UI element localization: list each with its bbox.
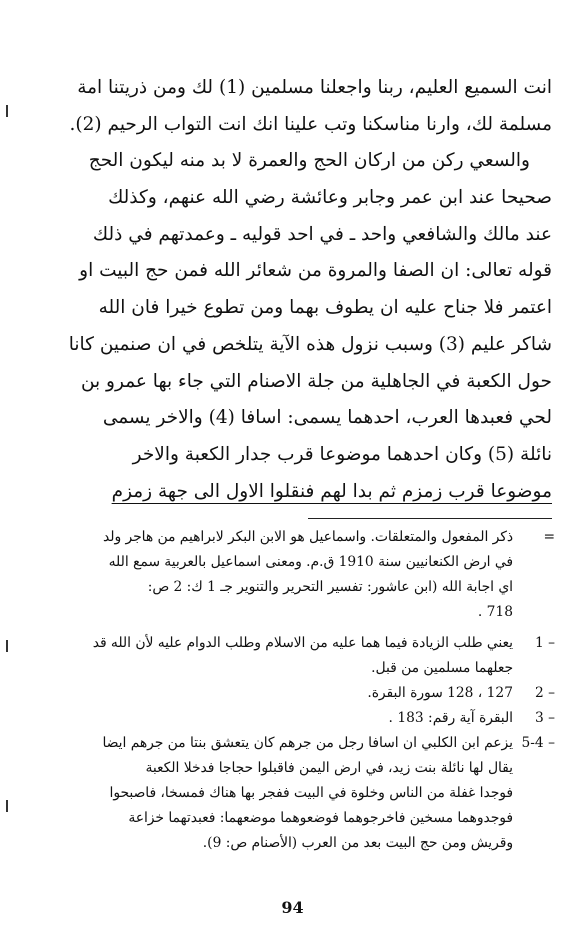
footnote-line: 1 – يعني طلب الزيادة فيما هما عليه من الاسلام وطلب الدوام عليه لأن الله قد	[40, 631, 555, 656]
text-line: نائلة (5) وكان احدهما موضوعا قرب جدار الكعبة والاخر	[132, 443, 552, 465]
footnote-mark: 1 –	[534, 635, 555, 651]
text-line: والسعي ركن من اركان الحج والعمرة لا بد منه ليكون الحج	[88, 150, 530, 172]
text-line: موضوعا قرب زمزم ثم بدا لهم فنقلوا الاول الى جهة زمزم	[111, 480, 552, 502]
footnote-line: اي اجابة الله (ابن عاشور: تفسير التحرير والتنوير جـ 1 ك: 2 ص:	[147, 579, 513, 595]
text-line: انت السميع العليم، ربنا واجعلنا مسلمين (1) لك ومن ذريتنا امة	[77, 77, 552, 98]
text-line: مسلمة لك، وارنا مناسكنا وتب علينا انك انت التواب الرحيم (2).	[69, 113, 552, 135]
footnote-line: فوجدوهما مسخين فاخرجوهما فوضعوهما موضعهما: فعبدتهما خزاعة	[128, 810, 513, 826]
footnote-mark: 5-4 –	[521, 735, 555, 751]
footnote-line: 718 .	[477, 604, 513, 620]
margin-mark	[6, 105, 8, 117]
footnotes	[40, 525, 555, 856]
footnote-line: في ارض الكنعانيين سنة 1910 ق.م. ومعنى اسماعيل بالعربية سمع الله	[108, 554, 513, 570]
footnote-line: فوجدا غفلة من الناس وخلوة في البيت ففجر بها هناك فمسخا، فاصبحوا	[109, 785, 513, 801]
text-line: عند مالك والشافعي واحد ـ في احد قوليه ـ وعمدتهم في ذلك	[92, 223, 552, 245]
text-line: شاكر عليم (3) وسبب نزول هذه الآية يتلخص في ان صنمين كانا	[68, 333, 552, 355]
main-text	[40, 70, 552, 510]
footnote-line: وقريش ومن حج البيت بعد من العرب (الأصنام ص: 9).	[202, 835, 513, 851]
footnote-mark: 3 –	[534, 710, 555, 726]
text-line: اعتمر فلا جناح عليه ان يطوف بهما ومن تطوع خيرا فان الله	[98, 297, 552, 319]
text-line: قوله تعالى: ان الصفا والمروة من شعائر الله فمن حج البيت او	[79, 260, 552, 282]
footnote-line: 2 – 127 ، 128 سورة البقرة.	[40, 681, 555, 706]
footnote-separator	[308, 518, 552, 519]
text-line: حول الكعبة في الجاهلية من جلة الاصنام التي جاء بها عمرو بن	[80, 370, 552, 392]
footnote-mark: =	[543, 529, 555, 545]
footnote-line: 5-4 – يزعم ابن الكلبي ان اسافا رجل من جرهم كان يتعشق بنتا من جرهم ايضا	[40, 731, 555, 756]
margin-mark	[6, 800, 8, 812]
margin-mark	[6, 640, 8, 652]
footnote-line: جعلهما مسلمين من قبل.	[371, 660, 513, 676]
footnote-line: يقال لها نائلة بنت زيد، في ارض اليمن فاقبلوا حجاجا فدخلا الكعبة	[145, 760, 513, 776]
footnote-line: = ذكر المفعول والمتعلقات. واسماعيل هو الابن البكر لابراهيم من هاجر ولد	[40, 525, 555, 550]
footnote-mark: 2 –	[534, 685, 555, 701]
text-line: لحي فعبدها العرب، احدهما يسمى: اسافا (4) والاخر يسمى	[102, 407, 552, 429]
page-number: 94	[281, 898, 304, 917]
text-line: صحيحا عند ابن عمر وجابر وعائشة رضي الله عنهم، وكذلك	[108, 187, 552, 209]
footnote-line: 3 – البقرة آية رقم: 183 .	[40, 706, 555, 731]
